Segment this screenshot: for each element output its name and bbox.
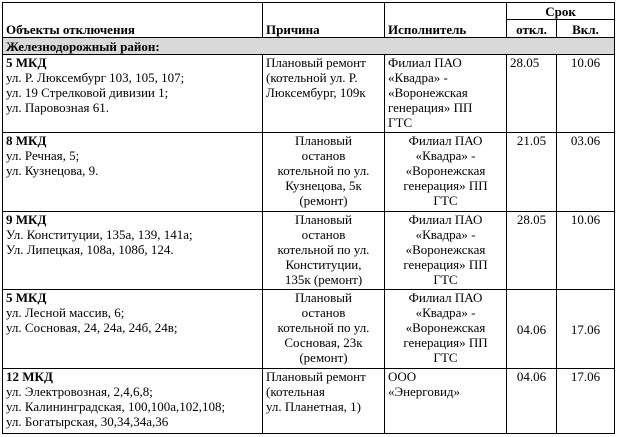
off-date-cell: 04.06 [507,369,557,434]
executor-line: «Энерговид» [388,384,461,399]
header-objects: Объекты отключения [3,3,263,38]
reason-line: Люксембург, 109к [266,85,366,100]
executor-line: ГТС [433,350,458,365]
object-count: 5 МКД [6,55,47,70]
objects-cell [3,212,263,290]
reason-line: ул. Планетная, 1) [266,399,362,414]
on-date-cell: 10.06 [557,212,615,290]
reason-line: (котельная [266,384,325,399]
on-date-cell: 10.06 [557,55,615,133]
off-date-cell: 28.05 [507,55,557,133]
table-row [3,212,615,290]
reason-cell [263,290,385,369]
object-count: 5 МКД [6,290,47,305]
reason-line: останов [301,227,346,242]
reason-line: Плановый ремонт [266,55,366,70]
header-on: Вкл. [557,20,615,38]
reason-line: котельной по ул. [277,320,370,335]
on-date-cell: 03.06 [557,133,615,212]
address-line: ул. Речная, 5; [6,148,80,163]
executor-line: «Воронежская [405,163,486,178]
table-row [3,55,615,133]
address-line: ул. Лесной массив, 6; [6,305,125,320]
address-line: ул. Кузнецова, 9. [6,163,99,178]
executor-line: генерация» ПП [403,335,488,350]
on-date-cell: 17.06 [557,290,615,369]
executor-line: Филиал ПАО [408,212,483,227]
reason-line: (котельной ул. Р. [266,70,358,85]
outage-table [2,2,615,434]
off-date-cell: 04.06 [507,290,557,369]
header-off: откл. [507,20,557,38]
reason-line: котельной по ул. [277,163,370,178]
reason-line: Плановый [295,133,352,148]
executor-line: Филиал ПАО [408,133,483,148]
outage-table-container [2,2,614,434]
objects-cell [3,55,263,133]
executor-line: «Воронежская [405,242,486,257]
executor-line: «Воронежская [388,85,468,100]
objects-cell [3,369,263,434]
reason-cell [263,369,385,434]
executor-line: генерация» ПП [403,178,488,193]
address-line: Ул. Липецкая, 108а, 108б, 124. [6,242,174,257]
address-line: ул. 19 Стрелковой дивизии 1; [6,85,169,100]
executor-cell [385,290,507,369]
off-date-cell: 28.05 [507,212,557,290]
objects-cell [3,290,263,369]
reason-line: (ремонт) [299,350,348,365]
reason-line: Плановый [295,212,352,227]
reason-cell [263,212,385,290]
reason-line: Конституции, [285,257,362,272]
table-row [3,369,615,434]
executor-line: ГТС [433,272,458,287]
executor-line: ГТС [433,193,458,208]
executor-line: генерация» ПП [388,100,473,115]
objects-cell [3,133,263,212]
reason-line: останов [301,305,346,320]
reason-line: Плановый ремонт [266,369,366,384]
reason-cell [263,133,385,212]
address-line: ул. Богатырская, 30,34,34а,36 [6,414,169,429]
address-line: ул. Электровозная, 2,4,6,8; [6,384,153,399]
off-date-cell: 21.05 [507,133,557,212]
reason-cell [263,55,385,133]
executor-line: «Квадра» - [388,70,448,85]
reason-line: останов [301,148,346,163]
executor-cell [385,212,507,290]
reason-line: (ремонт) [299,193,348,208]
object-count: 8 МКД [6,133,47,148]
executor-line: Филиал ПАО [408,290,483,305]
object-count: 9 МКД [6,212,47,227]
address-line: ул. Сосновая, 24, 24а, 24б, 24в; [6,320,178,335]
executor-line: ГТС [388,115,413,130]
executor-cell [385,55,507,133]
executor-line: «Квадра» - [415,227,476,242]
table-row [3,133,615,212]
executor-line: ООО [388,369,417,384]
header-reason: Причина [263,3,385,38]
address-line: ул. Паровозная 61. [6,100,109,115]
header-executor: Исполнитель [385,3,507,38]
reason-line: 135к (ремонт) [284,272,363,287]
reason-line: котельной по ул. [277,242,370,257]
object-count: 12 МКД [6,369,53,384]
reason-line: Кузнецова, 5к [285,178,362,193]
on-date-cell: 17.06 [557,369,615,434]
executor-line: генерация» ПП [403,257,488,272]
header-row-1 [3,3,615,20]
reason-line: Сосновая, 23к [284,335,363,350]
reason-line: Плановый [295,290,352,305]
district-row [3,38,615,55]
header-term: Срок [507,3,615,20]
table-row [3,290,615,369]
address-line: ул. Калининградская, 100,100а,102,108; [6,399,226,414]
address-line: ул. Р. Люксембург 103, 105, 107; [6,70,185,85]
executor-line: «Квадра» - [415,305,476,320]
executor-line: «Квадра» - [415,148,476,163]
executor-cell [385,133,507,212]
executor-line: Филиал ПАО [388,55,462,70]
executor-cell [385,369,507,434]
district-label: Железнодорожный район: [3,38,615,55]
address-line: Ул. Конституции, 135а, 139, 141а; [6,227,193,242]
executor-line: «Воронежская [405,320,486,335]
